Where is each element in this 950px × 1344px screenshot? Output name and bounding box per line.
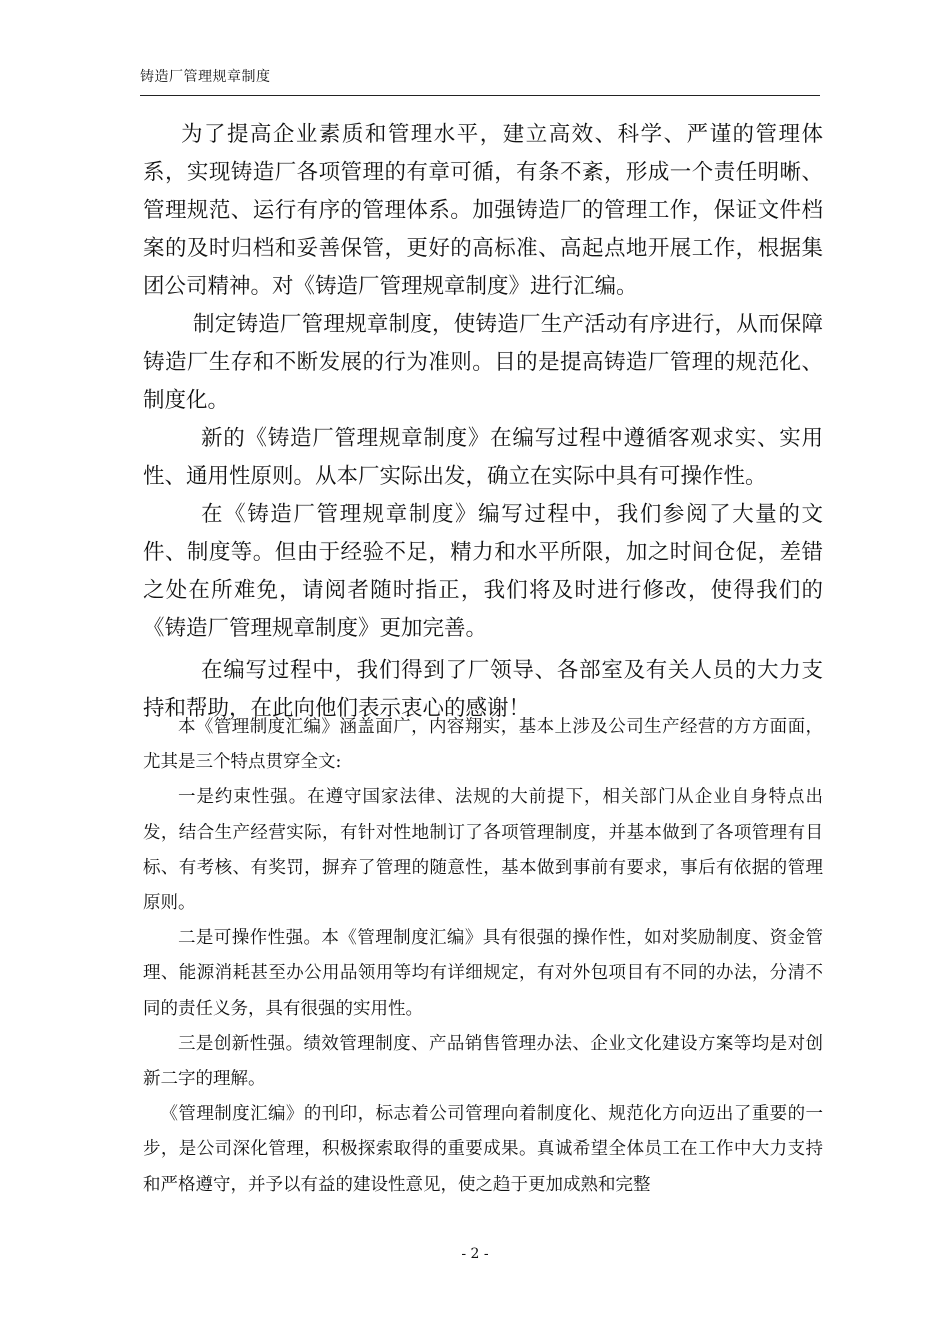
page-number: - 2 - [461,1246,489,1262]
header-rule [140,95,820,96]
intro-paragraph: 制定铸造厂管理规章制度，使铸造厂生产活动有序进行，从而保障铸造厂生存和不断发展的行为准则。目的是提高铸造厂管理的规范化、制度化。 [143,312,823,413]
running-header: 铸造厂管理规章制度 [140,69,271,85]
summary-paragraph: 三是创新性强。绩效管理制度、产品销售管理办法、企业文化建设方案等均是对创新二字的理解。 [143,1033,823,1090]
intro-paragraph: 在编写过程中，我们得到了厂领导、各部室及有关人员的大力支持和帮助，在此向他们表示衷心的感谢！ [143,658,823,721]
intro-paragraph: 在《铸造厂管理规章制度》编写过程中，我们参阅了大量的文件、制度等。但由于经验不足，精力和水平所限，加之时间仓促，差错之处在所难免，请阅者随时指正，我们将及时进行修改，使得我们的《铸造厂管理规章制度》更加完善。 [143,502,823,641]
summary-paragraph: 二是可操作性强。本《管理制度汇编》具有很强的操作性，如对奖励制度、资金管理、能源消耗甚至办公用品领用等均有详细规定，有对外包项目有不同的办法，分清不同的责任义务，具有很强的实用性。 [143,928,823,1019]
summary-section [143,710,823,1203]
summary-paragraph: 一是约束性强。在遵守国家法律、法规的大前提下，相关部门从企业自身特点出发，结合生产经营实际，有针对性地制订了各项管理制度，并基本做到了各项管理有目标、有考核、有奖罚，摒弃了管理的随意性，基本做到事前有要求，事后有依据的管理原则。 [143,787,823,914]
intro-section [143,116,823,728]
intro-paragraph: 为了提高企业素质和管理水平，建立高效、科学、严谨的管理体系，实现铸造厂各项管理的有章可循，有条不紊，形成一个责任明晰、管理规范、运行有序的管理体系。加强铸造厂的管理工作，保证文件档案的及时归档和妥善保管，更好的高标准、高起点地开展工作，根据集团公司精神。对《铸造厂管理规章制度》进行汇编。 [143,122,823,299]
summary-paragraph: 《管理制度汇编》的刊印，标志着公司管理向着制度化、规范化方向迈出了重要的一步，是公司深化管理，积极探索取得的重要成果。真诚希望全体员工在工作中大力支持和严格遵守，并予以有益的建设性意见，使之趋于更加成熟和完整 [143,1104,823,1195]
summary-paragraph: 本《管理制度汇编》涵盖面广，内容翔实，基本上涉及公司生产经营的方方面面，尤其是三个特点贯穿全文: [143,717,823,773]
intro-paragraph: 新的《铸造厂管理规章制度》在编写过程中遵循客观求实、实用性、通用性原则。从本厂实际出发，确立在实际中具有可操作性。 [143,426,823,489]
